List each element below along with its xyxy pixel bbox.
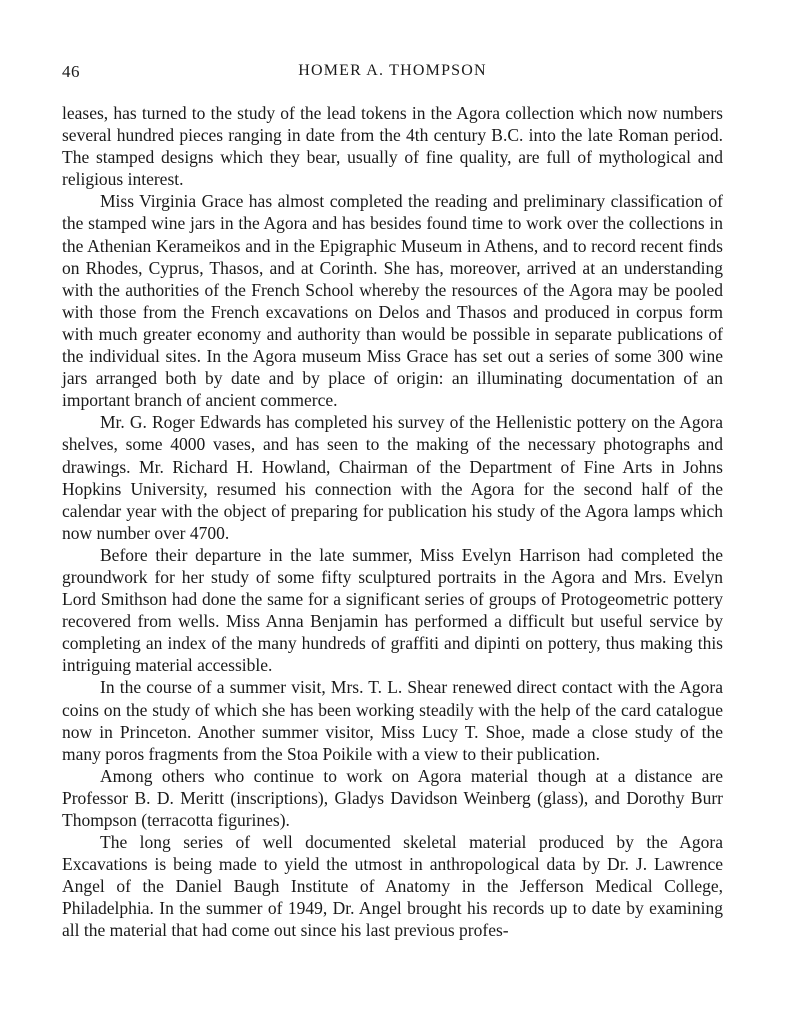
- paragraph-hellenistic-pottery: Mr. G. Roger Edwards has completed his survey of the Hellenistic pottery on the Agora shelves, some 4000 vases, and has seen to the making of the necessary photographs and drawings. Mr. Richard H. Howland, Chairman of the Department of Fine Arts in Johns Hopkins University, resumed his connection with the Agora for the second half of the calendar year with the object of preparing for publication his study of the Agora lamps which now number over 4700.: [62, 412, 723, 543]
- running-title: HOMER A. THOMPSON: [298, 62, 487, 79]
- body-text: [62, 102, 723, 942]
- paragraph-lead-tokens: leases, has turned to the study of the lead tokens in the Agora collection which now numbers several hundred pieces ranging in date from the 4th century B.C. into the late Roman period. The stamped designs which they bear, usually of fine quality, are full of mythological and religious interest.: [62, 103, 723, 190]
- running-head: [62, 62, 723, 88]
- document-page: [62, 62, 723, 942]
- paragraph-wine-jars: Miss Virginia Grace has almost completed the reading and preliminary classification of the stamped wine jars in the Agora and has besides found time to work over the collections in the Athenian Kerameikos and in the Epigraphic Museum in Athens, and to record recent finds on Rhodes, Cyprus, Thasos, and at Corinth. She has, moreover, arrived at an understanding with the authorities of the French School whereby the resources of the Agora may be pooled with those from the French excavations on Delos and Thasos and produced in corpus form with much greater economy and authority than would be possible in separate publications of the individual sites. In the Agora museum Miss Grace has set out a series of some 300 wine jars arranged both by date and by place of origin: an illuminating documentation of an important branch of ancient commerce.: [62, 191, 723, 411]
- paragraph-summer-visitors: In the course of a summer visit, Mrs. T. L. Shear renewed direct contact with the Agora coins on the study of which she has been working steadily with the help of the card catalogue now in Princeton. Another summer visitor, Miss Lucy T. Shoe, made a close study of the many poros fragments from the Stoa Poikile with a view to their publication.: [62, 677, 723, 764]
- page-number: 46: [62, 62, 80, 81]
- paragraph-portraits-and-graffiti: Before their departure in the late summer, Miss Evelyn Harrison had completed the groundwork for her study of some fifty sculptured portraits in the Agora and Mrs. Evelyn Lord Smithson had done the same for a significant series of groups of Protogeometric pottery recovered from wells. Miss Anna Benjamin has performed a difficult but useful service by completing an index of the many hundreds of graffiti and dipinti on pottery, thus making this intriguing material accessible.: [62, 544, 723, 676]
- paragraph-skeletal-material: The long series of well documented skeletal material produced by the Agora Excavations is being made to yield the utmost in anthropological data by Dr. J. Lawrence Angel of the Daniel Baugh Institute of Anatomy in the Jefferson Medical College, Philadelphia. In the summer of 1949, Dr. Angel brought his records up to date by examining all the material that had come out since his last previous profes-: [62, 832, 723, 941]
- paragraph-distant-workers: Among others who continue to work on Agora material though at a distance are Professor B. D. Meritt (inscriptions), Gladys Davidson Weinberg (glass), and Dorothy Burr Thompson (terracotta figurines).: [62, 765, 723, 830]
